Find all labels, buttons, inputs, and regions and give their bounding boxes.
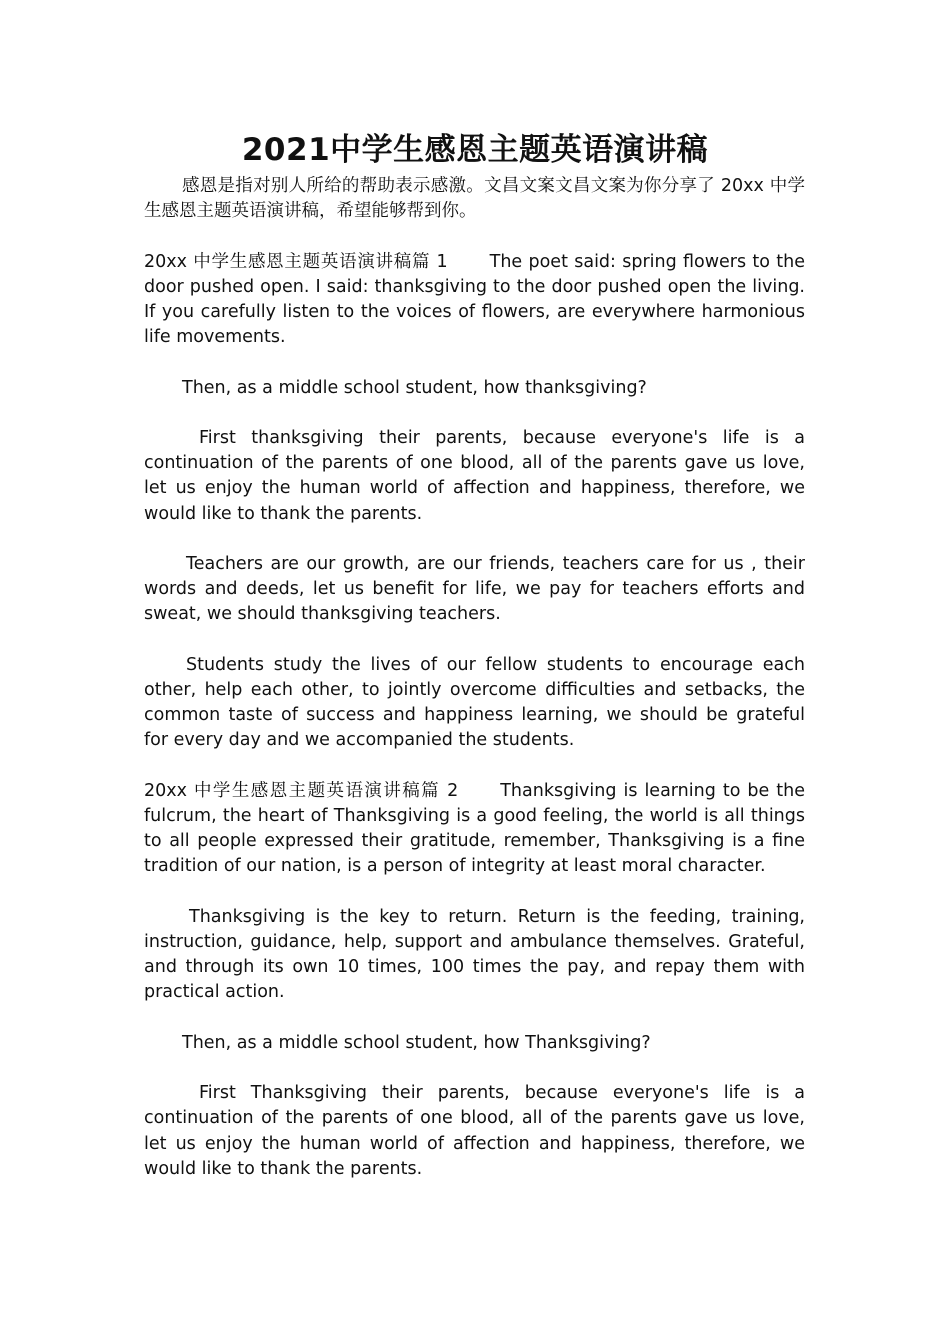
section-2-lead-paragraph — [144, 779, 805, 880]
document-body — [144, 174, 805, 1207]
section-2-paragraph-3: First Thanksgiving their parents, because everyone's life is a continuation of the parents of one blood, all of the parents gave us love, let us enjoy the human world of affection and happiness, therefore, we would like to thank the parents. — [144, 1083, 805, 1179]
section-2-lead-text: Thanksgiving is learning to be the fulcrum, the heart of Thanksgiving is a good feeling, the world is all things to all people expressed their gratitude, remember, Thanksgiving is a fine tradition of our nation, is a person of integrity at least moral character. — [144, 780, 805, 877]
section-1-paragraph-2: First thanksgiving their parents, because everyone's life is a continuation of the parents of one blood, all of the parents gave us love, let us enjoy the human world of affection and happiness, therefore, we would like to thank the parents. — [144, 427, 805, 524]
section-1-lead-text: The poet said: spring flowers to the door pushed open. I said: thanksgiving to the door pushed open the living. If you carefully listen to the voices of flowers, are everywhere harmonious life movements. — [144, 251, 805, 348]
section-1-lead-paragraph — [144, 250, 805, 351]
section-1-paragraph-4: Students study the lives of our fellow students to encourage each other, help each other, to jointly overcome difficulties and setbacks, the common taste of success and happiness learning, we should be grateful for every day and we accompanied the students. — [144, 654, 805, 751]
section-2-paragraph-2: Then, as a middle school student, how Thanksgiving? — [182, 1032, 651, 1053]
section-1-paragraph-1: Then, as a middle school student, how thanksgiving? — [182, 377, 647, 398]
page-title: 2021中学生感恩主题英语演讲稿 — [241, 132, 709, 168]
section-1-heading: 20xx 中学生感恩主题英语演讲稿篇 1 — [144, 251, 448, 272]
section-1-paragraph-3: Teachers are our growth, are our friends, teachers care for us , their words and deeds, let us benefit for life, we pay for teachers efforts and sweat, we should thanksgiving teachers. — [144, 553, 805, 625]
intro-paragraph: 感恩是指对别人所给的帮助表示感激。文昌文案文昌文案为你分享了 20xx 中学生感恩主题英语演讲稿，希望能够帮到你。 — [144, 176, 805, 222]
section-2-heading: 20xx 中学生感恩主题英语演讲稿篇 2 — [144, 780, 459, 801]
section-2-paragraph-1: Thanksgiving is the key to return. Return is the feeding, training, instruction, guidance, help, support and ambulance themselves. Grateful, and through its own 10 times, 100 times the pay, and repay them with practical action. — [144, 906, 805, 1003]
